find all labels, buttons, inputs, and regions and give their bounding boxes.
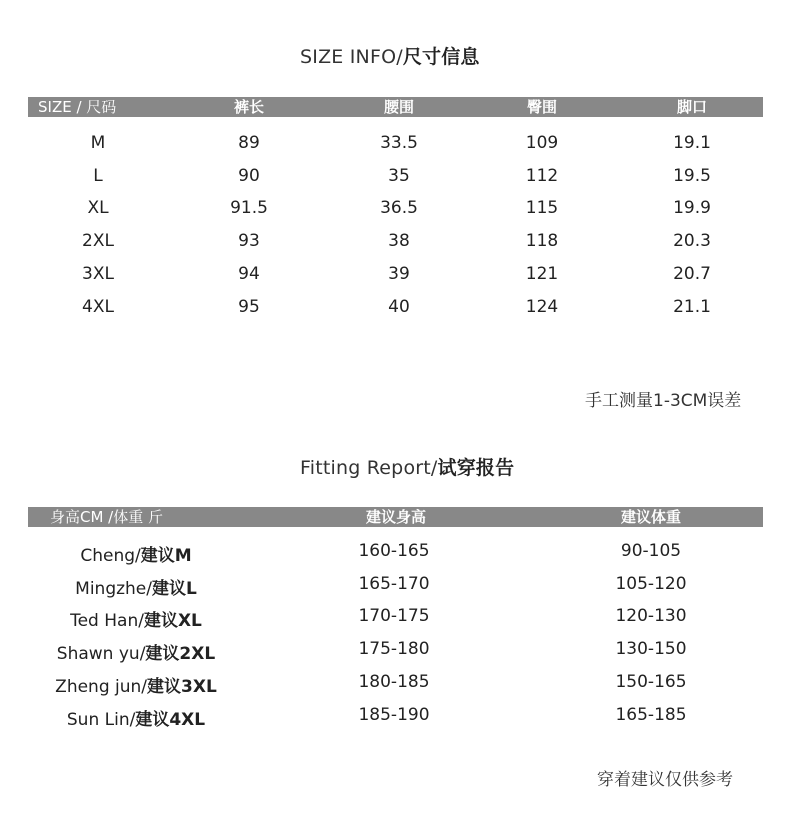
fitting-recommended-size: 建议4XL bbox=[135, 709, 206, 730]
size-info-title-en: SIZE INFO/ bbox=[300, 46, 403, 68]
fitting-recommended-size: 建议L bbox=[152, 578, 197, 599]
fitting-header-body: 身高CM /体重 斤 bbox=[50, 508, 164, 526]
fitting-model-name: Zheng jun/ bbox=[55, 676, 148, 697]
size-header-length: 裤长 bbox=[233, 98, 264, 116]
size-cell-size: 4XL bbox=[82, 296, 114, 317]
size-cell-hem: 19.1 bbox=[673, 133, 711, 153]
size-cell-waist: 36.5 bbox=[380, 198, 418, 219]
fitting-weight-range: 120-130 bbox=[615, 606, 687, 627]
fitting-weight-range: 165-185 bbox=[615, 704, 687, 725]
size-info-title-zh: 尺寸信息 bbox=[402, 46, 480, 68]
size-cell-hip: 109 bbox=[525, 133, 559, 153]
fitting-weight-range: 105-120 bbox=[615, 573, 687, 594]
size-cell-hem: 19.9 bbox=[673, 198, 711, 219]
size-header-size: SIZE / 尺码 bbox=[38, 98, 117, 116]
size-cell-size: XL bbox=[87, 198, 109, 219]
fitting-height-range: 180-185 bbox=[358, 671, 430, 692]
fitting-weight-range: 150-165 bbox=[615, 671, 687, 692]
size-cell-waist: 35 bbox=[388, 165, 410, 186]
fitting-table-header bbox=[28, 507, 763, 527]
size-cell-length: 94 bbox=[238, 263, 260, 284]
fitting-model-label bbox=[67, 705, 205, 730]
size-cell-size: 2XL bbox=[82, 231, 114, 252]
fitting-model-label bbox=[75, 574, 197, 599]
fitting-recommended-size: 建议XL bbox=[143, 611, 202, 632]
fitting-header-height: 建议身高 bbox=[365, 508, 426, 526]
fitting-model-label bbox=[70, 606, 202, 631]
fitting-height-range: 175-180 bbox=[358, 639, 430, 660]
fitting-report-title bbox=[300, 453, 514, 480]
fitting-height-range: 165-170 bbox=[358, 573, 430, 594]
fitting-title-en: Fitting Report/ bbox=[300, 457, 438, 479]
size-header-hip: 臀围 bbox=[526, 98, 557, 116]
size-cell-hem: 20.3 bbox=[673, 231, 711, 252]
fitting-height-range: 170-175 bbox=[358, 606, 430, 627]
size-cell-waist: 38 bbox=[388, 231, 410, 252]
fitting-model-name: Cheng/ bbox=[80, 546, 141, 566]
fitting-model-name: Sun Lin/ bbox=[66, 709, 136, 730]
size-cell-hip: 112 bbox=[525, 165, 559, 186]
fitting-model-label bbox=[80, 541, 191, 566]
size-table-header bbox=[28, 97, 763, 117]
size-cell-size: L bbox=[93, 165, 103, 186]
size-cell-size: M bbox=[90, 133, 106, 153]
fitting-model-label bbox=[57, 639, 215, 664]
fitting-header-weight: 建议体重 bbox=[620, 508, 681, 526]
size-cell-hem: 21.1 bbox=[673, 296, 711, 317]
fitting-height-range: 185-190 bbox=[358, 704, 430, 725]
size-cell-hip: 121 bbox=[525, 263, 559, 284]
size-info-title bbox=[300, 42, 480, 69]
size-cell-hip: 115 bbox=[525, 198, 559, 219]
size-cell-waist: 39 bbox=[388, 263, 410, 284]
size-cell-hem: 20.7 bbox=[673, 263, 711, 284]
size-cell-hem: 19.5 bbox=[673, 165, 711, 186]
fitting-model-name: Ted Han/ bbox=[70, 611, 144, 632]
fitting-weight-range: 90-105 bbox=[620, 541, 682, 561]
size-cell-hip: 124 bbox=[525, 296, 559, 317]
size-measurement-note: 手工测量1-3CM误差 bbox=[585, 391, 742, 411]
fitting-recommended-size: 建议2XL bbox=[145, 644, 216, 665]
fitting-weight-range: 130-150 bbox=[615, 639, 687, 660]
size-cell-waist: 40 bbox=[388, 296, 410, 317]
size-header-hem: 脚口 bbox=[676, 98, 707, 116]
size-cell-length: 89 bbox=[238, 133, 260, 153]
fitting-recommended-size: 建议3XL bbox=[147, 676, 217, 697]
size-cell-length: 91.5 bbox=[230, 198, 268, 219]
fitting-title-zh: 试穿报告 bbox=[437, 457, 515, 479]
fitting-model-name: Shawn yu/ bbox=[56, 644, 146, 665]
fitting-note: 穿着建议仅供参考 bbox=[597, 770, 733, 790]
size-cell-waist: 33.5 bbox=[380, 133, 418, 153]
fitting-height-range: 160-165 bbox=[358, 541, 430, 561]
size-header-waist: 腰围 bbox=[383, 98, 414, 116]
size-cell-length: 90 bbox=[238, 165, 260, 186]
fitting-model-label bbox=[55, 672, 217, 697]
fitting-model-name: Mingzhe/ bbox=[75, 578, 152, 599]
size-cell-length: 95 bbox=[238, 296, 260, 317]
size-cell-hip: 118 bbox=[525, 231, 559, 252]
size-cell-length: 93 bbox=[238, 231, 260, 252]
fitting-recommended-size: 建议M bbox=[140, 546, 192, 566]
size-cell-size: 3XL bbox=[82, 263, 114, 284]
